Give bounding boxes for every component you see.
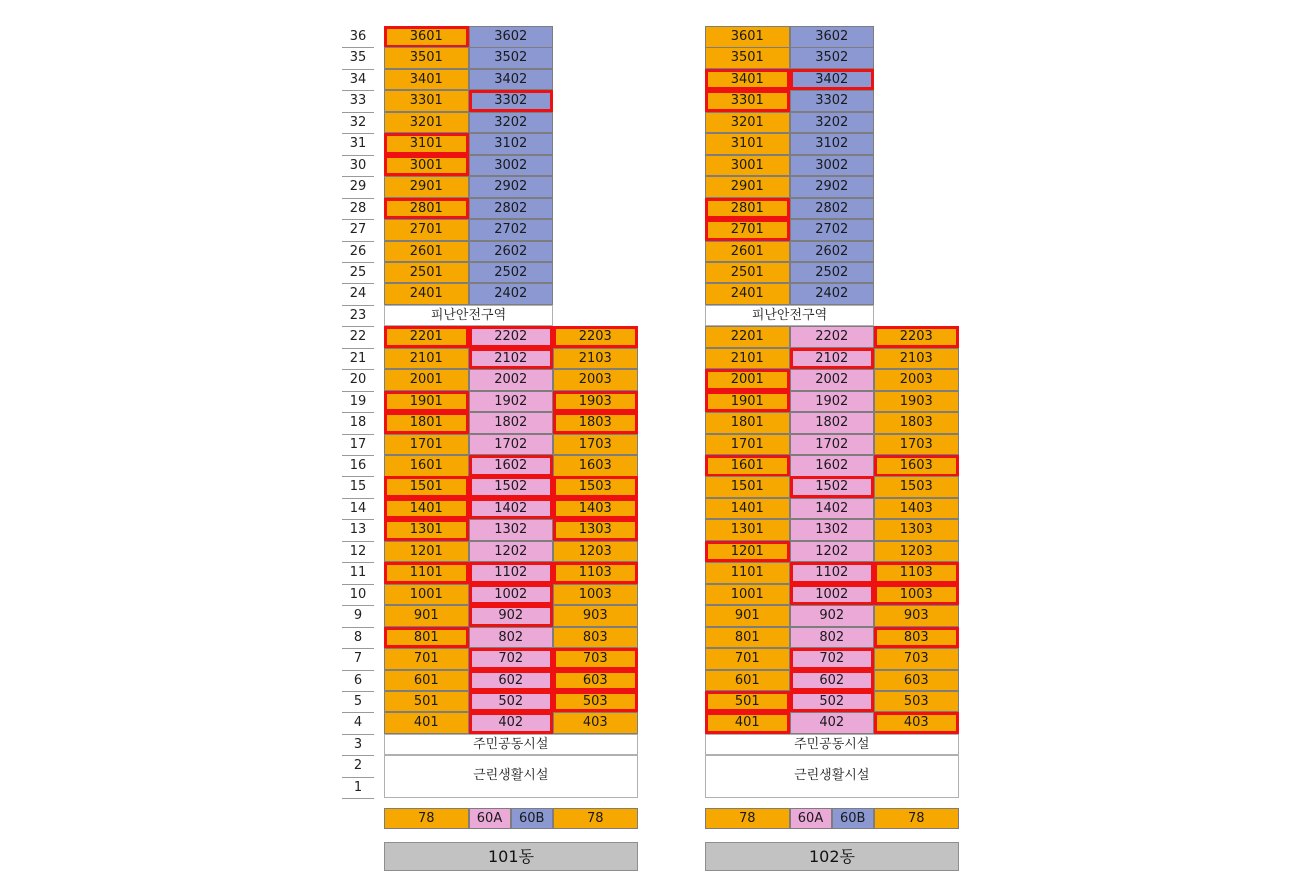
unit-402[interactable]: 402 (790, 712, 875, 734)
floor-label: 30 (349, 157, 367, 173)
floor-label: 4 (353, 715, 363, 731)
floor-label: 23 (349, 307, 367, 323)
unit-3502[interactable]: 3502 (790, 47, 875, 69)
unit-3402[interactable]: 3402 (469, 69, 554, 91)
unit-2402[interactable]: 2402 (790, 283, 875, 305)
unit-2103[interactable]: 2103 (553, 348, 638, 370)
unit-1901[interactable]: 1901 (384, 391, 469, 413)
unit-401[interactable]: 401 (705, 712, 790, 734)
unit-1502[interactable]: 1502 (469, 476, 554, 498)
unit-402[interactable]: 402 (469, 712, 554, 734)
commercial-facility-label: 근린생활시설 (384, 755, 638, 798)
unit-1801[interactable]: 1801 (705, 412, 790, 434)
unit-2801[interactable]: 2801 (384, 198, 469, 220)
floor-label: 27 (349, 222, 367, 238)
commercial-facility-label: 근린생활시설 (705, 755, 959, 798)
unit-2902[interactable]: 2902 (790, 176, 875, 198)
unit-802[interactable]: 802 (469, 627, 554, 649)
unit-1903[interactable]: 1903 (874, 391, 959, 413)
unit-801[interactable]: 801 (384, 627, 469, 649)
unit-501[interactable]: 501 (384, 691, 469, 713)
unit-2203[interactable]: 2203 (874, 326, 959, 348)
floor-label: 20 (349, 372, 367, 388)
unit-1703[interactable]: 1703 (874, 434, 959, 456)
floor-label: 31 (349, 136, 367, 152)
unit-2602[interactable]: 2602 (469, 241, 554, 263)
unit-2203[interactable]: 2203 (553, 326, 638, 348)
unit-1503[interactable]: 1503 (874, 476, 959, 498)
unit-903[interactable]: 903 (874, 605, 959, 627)
floor-label: 21 (349, 350, 367, 366)
unit-702[interactable]: 702 (790, 648, 875, 670)
unit-1103[interactable]: 1103 (553, 562, 638, 584)
floor-label: 34 (349, 71, 367, 87)
unit-2702[interactable]: 2702 (469, 219, 554, 241)
unit-703[interactable]: 703 (553, 648, 638, 670)
unit-1101[interactable]: 1101 (705, 562, 790, 584)
unit-701[interactable]: 701 (384, 648, 469, 670)
unit-type-label: 60A (790, 808, 832, 829)
unit-3601[interactable]: 3601 (705, 26, 790, 48)
unit-903[interactable]: 903 (553, 605, 638, 627)
unit-1002[interactable]: 1002 (790, 584, 875, 606)
floor-label: 17 (349, 436, 367, 452)
unit-1301[interactable]: 1301 (384, 519, 469, 541)
community-facility-label: 주민공동시설 (705, 734, 959, 755)
floor-label: 10 (349, 586, 367, 602)
unit-1602[interactable]: 1602 (469, 455, 554, 477)
community-facility-label: 주민공동시설 (384, 734, 638, 755)
unit-1802[interactable]: 1802 (790, 412, 875, 434)
unit-502[interactable]: 502 (469, 691, 554, 713)
unit-1203[interactable]: 1203 (553, 541, 638, 563)
unit-602[interactable]: 602 (469, 670, 554, 692)
unit-2701[interactable]: 2701 (705, 219, 790, 241)
floor-label: 33 (349, 93, 367, 109)
unit-901[interactable]: 901 (384, 605, 469, 627)
unit-3202[interactable]: 3202 (469, 112, 554, 134)
unit-902[interactable]: 902 (790, 605, 875, 627)
unit-2201[interactable]: 2201 (384, 326, 469, 348)
unit-3202[interactable]: 3202 (790, 112, 875, 134)
unit-803[interactable]: 803 (553, 627, 638, 649)
unit-403[interactable]: 403 (553, 712, 638, 734)
floor-label: 24 (349, 286, 367, 302)
unit-703[interactable]: 703 (874, 648, 959, 670)
floor-label: 29 (349, 179, 367, 195)
unit-1302[interactable]: 1302 (790, 519, 875, 541)
unit-1901[interactable]: 1901 (705, 391, 790, 413)
floor-label: 26 (349, 243, 367, 259)
refuge-zone-label: 피난안전구역 (384, 305, 553, 326)
unit-1603[interactable]: 1603 (553, 455, 638, 477)
unit-type-label: 60B (511, 808, 554, 829)
unit-1402[interactable]: 1402 (469, 498, 554, 520)
unit-2003[interactable]: 2003 (874, 369, 959, 391)
unit-1503[interactable]: 1503 (553, 476, 638, 498)
floor-label: 15 (349, 479, 367, 495)
unit-2502[interactable]: 2502 (790, 262, 875, 284)
unit-2002[interactable]: 2002 (469, 369, 554, 391)
unit-3101[interactable]: 3101 (705, 133, 790, 155)
unit-3301[interactable]: 3301 (705, 90, 790, 112)
unit-1001[interactable]: 1001 (384, 584, 469, 606)
unit-3302[interactable]: 3302 (469, 90, 554, 112)
unit-1001[interactable]: 1001 (705, 584, 790, 606)
unit-3602[interactable]: 3602 (469, 26, 554, 48)
unit-1702[interactable]: 1702 (790, 434, 875, 456)
unit-2003[interactable]: 2003 (553, 369, 638, 391)
unit-1502[interactable]: 1502 (790, 476, 875, 498)
unit-1401[interactable]: 1401 (705, 498, 790, 520)
unit-3402[interactable]: 3402 (790, 69, 875, 91)
unit-803[interactable]: 803 (874, 627, 959, 649)
floor-label: 22 (349, 329, 367, 345)
unit-1701[interactable]: 1701 (384, 434, 469, 456)
floor-label: 13 (349, 522, 367, 538)
unit-601[interactable]: 601 (384, 670, 469, 692)
unit-1003[interactable]: 1003 (553, 584, 638, 606)
unit-1201[interactable]: 1201 (705, 541, 790, 563)
unit-2202[interactable]: 2202 (790, 326, 875, 348)
unit-2801[interactable]: 2801 (705, 198, 790, 220)
floor-label: 7 (353, 651, 363, 667)
unit-502[interactable]: 502 (790, 691, 875, 713)
unit-2001[interactable]: 2001 (705, 369, 790, 391)
unit-3001[interactable]: 3001 (705, 155, 790, 177)
unit-2602[interactable]: 2602 (790, 241, 875, 263)
unit-2501[interactable]: 2501 (384, 262, 469, 284)
unit-603[interactable]: 603 (553, 670, 638, 692)
unit-1402[interactable]: 1402 (790, 498, 875, 520)
unit-2902[interactable]: 2902 (469, 176, 554, 198)
unit-1201[interactable]: 1201 (384, 541, 469, 563)
unit-2002[interactable]: 2002 (790, 369, 875, 391)
unit-3001[interactable]: 3001 (384, 155, 469, 177)
unit-1601[interactable]: 1601 (384, 455, 469, 477)
unit-1403[interactable]: 1403 (553, 498, 638, 520)
unit-901[interactable]: 901 (705, 605, 790, 627)
unit-3201[interactable]: 3201 (384, 112, 469, 134)
unit-1003[interactable]: 1003 (874, 584, 959, 606)
unit-2601[interactable]: 2601 (384, 241, 469, 263)
unit-2601[interactable]: 2601 (705, 241, 790, 263)
unit-type-label: 78 (553, 808, 638, 829)
unit-1303[interactable]: 1303 (874, 519, 959, 541)
unit-2802[interactable]: 2802 (790, 198, 875, 220)
unit-801[interactable]: 801 (705, 627, 790, 649)
unit-1801[interactable]: 1801 (384, 412, 469, 434)
unit-602[interactable]: 602 (790, 670, 875, 692)
unit-1902[interactable]: 1902 (469, 391, 554, 413)
floor-label: 14 (349, 500, 367, 516)
floor-label: 8 (353, 629, 363, 645)
unit-1301[interactable]: 1301 (705, 519, 790, 541)
unit-2901[interactable]: 2901 (705, 176, 790, 198)
unit-3501[interactable]: 3501 (384, 47, 469, 69)
unit-1702[interactable]: 1702 (469, 434, 554, 456)
unit-1102[interactable]: 1102 (790, 562, 875, 584)
unit-1803[interactable]: 1803 (553, 412, 638, 434)
unit-2202[interactable]: 2202 (469, 326, 554, 348)
unit-1501[interactable]: 1501 (705, 476, 790, 498)
refuge-zone-label: 피난안전구역 (705, 305, 874, 326)
unit-2103[interactable]: 2103 (874, 348, 959, 370)
unit-1101[interactable]: 1101 (384, 562, 469, 584)
unit-1102[interactable]: 1102 (469, 562, 554, 584)
floor-label: 16 (349, 458, 367, 473)
unit-1603[interactable]: 1603 (874, 455, 959, 477)
unit-1303[interactable]: 1303 (553, 519, 638, 541)
unit-2702[interactable]: 2702 (790, 219, 875, 241)
unit-3401[interactable]: 3401 (384, 69, 469, 91)
unit-1602[interactable]: 1602 (790, 455, 875, 477)
unit-3301[interactable]: 3301 (384, 90, 469, 112)
unit-type-label: 78 (874, 808, 959, 829)
unit-type-label: 78 (705, 808, 790, 829)
unit-3002[interactable]: 3002 (469, 155, 554, 177)
floor-label: 35 (349, 50, 367, 66)
unit-2501[interactable]: 2501 (705, 262, 790, 284)
unit-1902[interactable]: 1902 (790, 391, 875, 413)
floor-divider (342, 798, 374, 799)
unit-2402[interactable]: 2402 (469, 283, 554, 305)
floor-label: 1 (353, 779, 363, 795)
unit-1103[interactable]: 1103 (874, 562, 959, 584)
unit-2901[interactable]: 2901 (384, 176, 469, 198)
unit-601[interactable]: 601 (705, 670, 790, 692)
unit-3401[interactable]: 3401 (705, 69, 790, 91)
unit-1803[interactable]: 1803 (874, 412, 959, 434)
unit-3302[interactable]: 3302 (790, 90, 875, 112)
unit-501[interactable]: 501 (705, 691, 790, 713)
unit-3602[interactable]: 3602 (790, 26, 875, 48)
floor-label: 5 (353, 693, 363, 709)
unit-1302[interactable]: 1302 (469, 519, 554, 541)
unit-type-label: 60B (832, 808, 875, 829)
unit-1203[interactable]: 1203 (874, 541, 959, 563)
floor-label: 11 (349, 565, 367, 581)
unit-2102[interactable]: 2102 (790, 348, 875, 370)
unit-1401[interactable]: 1401 (384, 498, 469, 520)
unit-2401[interactable]: 2401 (384, 283, 469, 305)
floor-label: 9 (353, 608, 363, 624)
floor-label: 28 (349, 200, 367, 216)
building-name-label: 102동 (705, 842, 959, 871)
unit-702[interactable]: 702 (469, 648, 554, 670)
unit-1002[interactable]: 1002 (469, 584, 554, 606)
unit-2102[interactable]: 2102 (469, 348, 554, 370)
unit-603[interactable]: 603 (874, 670, 959, 692)
unit-1903[interactable]: 1903 (553, 391, 638, 413)
unit-902[interactable]: 902 (469, 605, 554, 627)
unit-1202[interactable]: 1202 (790, 541, 875, 563)
floor-label: 6 (353, 672, 363, 688)
unit-2201[interactable]: 2201 (705, 326, 790, 348)
floor-label: 18 (349, 415, 367, 431)
unit-1601[interactable]: 1601 (705, 455, 790, 477)
unit-1202[interactable]: 1202 (469, 541, 554, 563)
unit-3101[interactable]: 3101 (384, 133, 469, 155)
floor-label: 2 (353, 758, 363, 774)
unit-3002[interactable]: 3002 (790, 155, 875, 177)
unit-1501[interactable]: 1501 (384, 476, 469, 498)
unit-1802[interactable]: 1802 (469, 412, 554, 434)
unit-2502[interactable]: 2502 (469, 262, 554, 284)
unit-401[interactable]: 401 (384, 712, 469, 734)
unit-802[interactable]: 802 (790, 627, 875, 649)
unit-3502[interactable]: 3502 (469, 47, 554, 69)
unit-2001[interactable]: 2001 (384, 369, 469, 391)
unit-403[interactable]: 403 (874, 712, 959, 734)
unit-2701[interactable]: 2701 (384, 219, 469, 241)
unit-3201[interactable]: 3201 (705, 112, 790, 134)
unit-2802[interactable]: 2802 (469, 198, 554, 220)
unit-3601[interactable]: 3601 (384, 26, 469, 48)
unit-1703[interactable]: 1703 (553, 434, 638, 456)
unit-type-label: 78 (384, 808, 469, 829)
unit-2101[interactable]: 2101 (705, 348, 790, 370)
floor-label: 32 (349, 114, 367, 130)
unit-503[interactable]: 503 (874, 691, 959, 713)
building-name-label: 101동 (384, 842, 638, 871)
unit-3102[interactable]: 3102 (469, 133, 554, 155)
unit-1403[interactable]: 1403 (874, 498, 959, 520)
floor-label: 12 (349, 543, 367, 559)
unit-701[interactable]: 701 (705, 648, 790, 670)
floor-label: 25 (349, 264, 367, 280)
floor-label: 3 (353, 736, 363, 752)
unit-3102[interactable]: 3102 (790, 133, 875, 155)
unit-3501[interactable]: 3501 (705, 47, 790, 69)
unit-2401[interactable]: 2401 (705, 283, 790, 305)
floor-label: 36 (349, 29, 367, 44)
floor-label: 19 (349, 393, 367, 409)
unit-2101[interactable]: 2101 (384, 348, 469, 370)
unit-type-label: 60A (469, 808, 511, 829)
unit-503[interactable]: 503 (553, 691, 638, 713)
unit-1701[interactable]: 1701 (705, 434, 790, 456)
